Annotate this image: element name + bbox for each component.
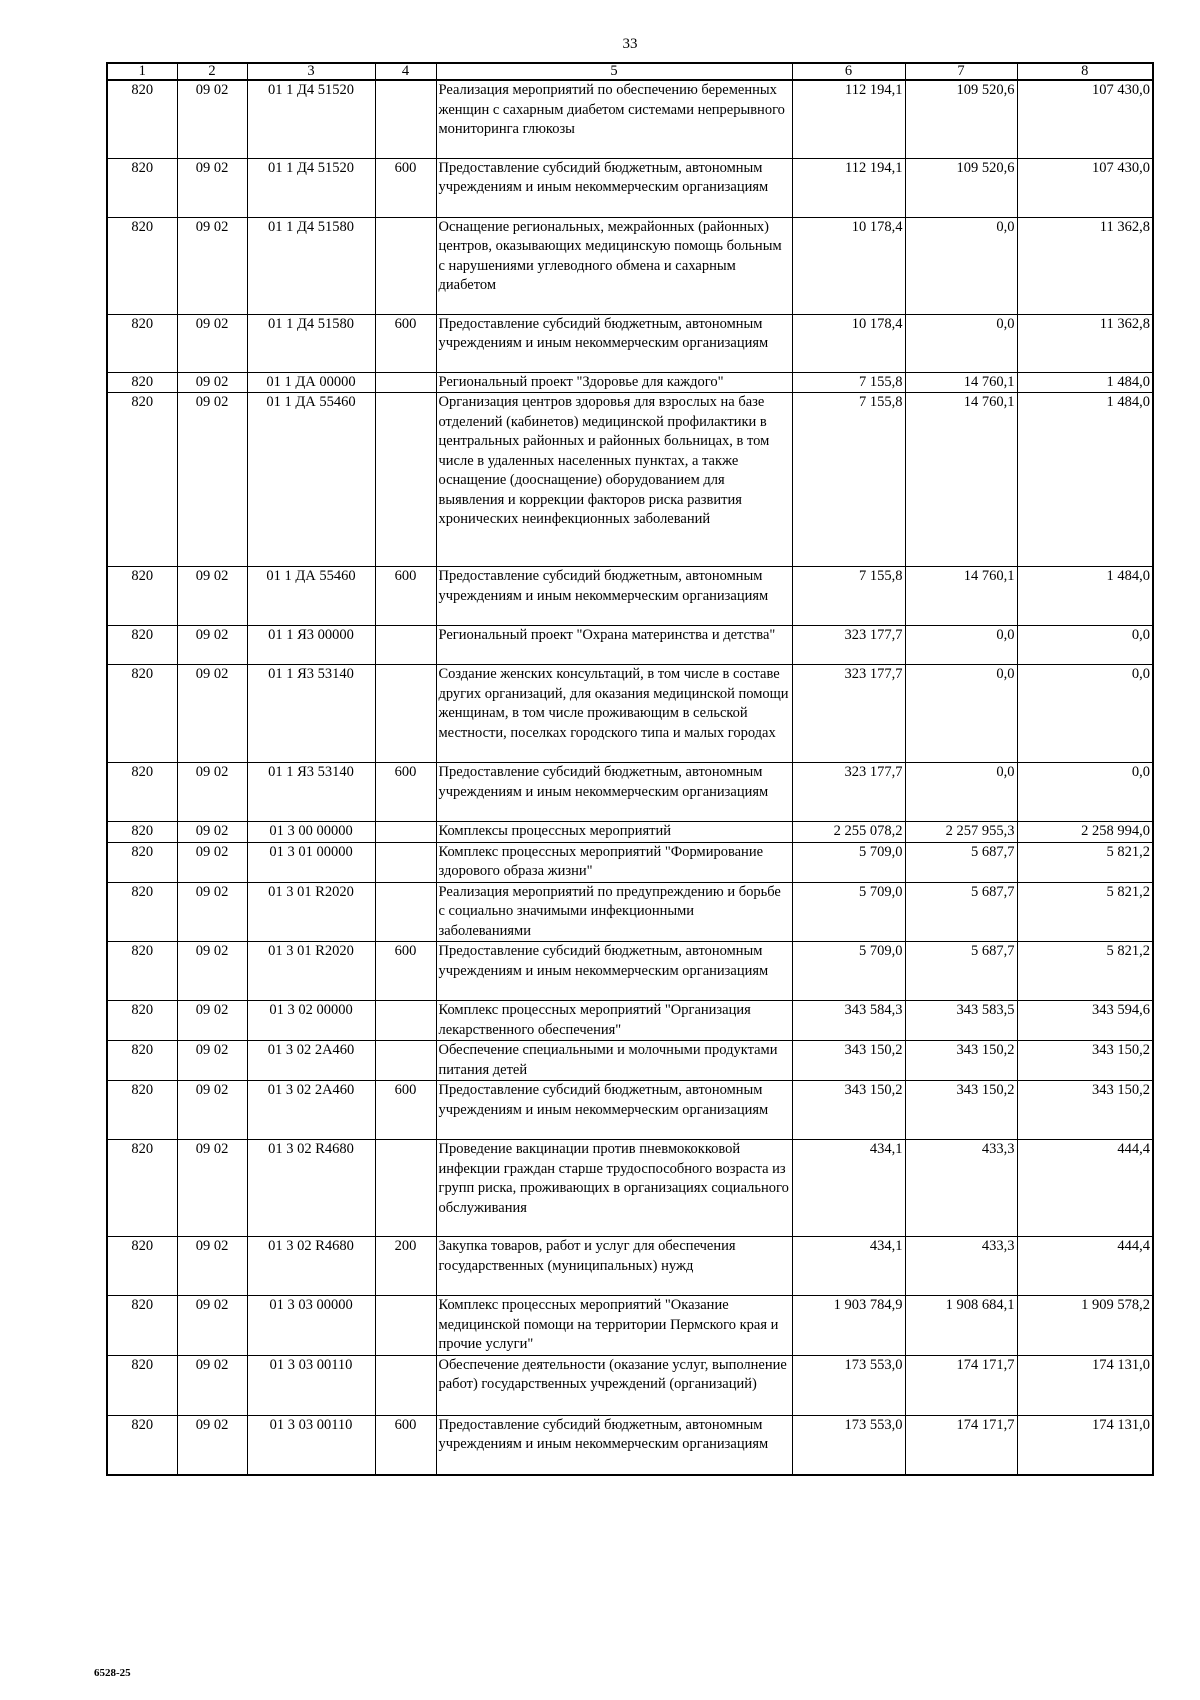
col-target-article: 01 3 03 00110 bbox=[247, 1355, 375, 1415]
col-target-article: 01 3 03 00110 bbox=[247, 1415, 375, 1475]
col-target-article: 01 1 Д4 51520 bbox=[247, 158, 375, 217]
col-section: 09 02 bbox=[177, 217, 247, 314]
col-name: Предоставление субсидий бюджетным, автономным учреждениям и иным некоммерческим организациям bbox=[436, 942, 792, 1001]
col-name: Комплексы процессных мероприятий bbox=[436, 822, 792, 843]
col-target-article: 01 3 02 2А460 bbox=[247, 1081, 375, 1140]
header-row bbox=[107, 63, 1153, 80]
col-year-1: 7 155,8 bbox=[792, 567, 905, 626]
col-section: 09 02 bbox=[177, 1140, 247, 1237]
col-department: 820 bbox=[107, 882, 177, 942]
header-col-year-2: 7 bbox=[905, 63, 1017, 80]
col-year-3: 2 258 994,0 bbox=[1017, 822, 1153, 843]
col-name: Предоставление субсидий бюджетным, автономным учреждениям и иным некоммерческим организациям bbox=[436, 763, 792, 822]
col-target-article: 01 3 02 R4680 bbox=[247, 1237, 375, 1296]
col-expense-type bbox=[375, 393, 436, 567]
col-expense-type bbox=[375, 882, 436, 942]
table-row bbox=[107, 942, 1153, 1001]
table-row bbox=[107, 314, 1153, 372]
col-expense-type: 600 bbox=[375, 1081, 436, 1140]
col-name: Предоставление субсидий бюджетным, автономным учреждениям и иным некоммерческим организациям bbox=[436, 1415, 792, 1475]
col-department: 820 bbox=[107, 942, 177, 1001]
col-year-2: 109 520,6 bbox=[905, 80, 1017, 158]
col-department: 820 bbox=[107, 1415, 177, 1475]
col-name: Предоставление субсидий бюджетным, автономным учреждениям и иным некоммерческим организациям bbox=[436, 567, 792, 626]
col-department: 820 bbox=[107, 1041, 177, 1081]
col-year-3: 0,0 bbox=[1017, 626, 1153, 665]
col-section: 09 02 bbox=[177, 665, 247, 763]
table-row bbox=[107, 882, 1153, 942]
col-year-2: 343 583,5 bbox=[905, 1001, 1017, 1041]
col-target-article: 01 3 00 00000 bbox=[247, 822, 375, 843]
col-year-2: 5 687,7 bbox=[905, 882, 1017, 942]
table-row bbox=[107, 80, 1153, 158]
table-row bbox=[107, 1296, 1153, 1356]
table-row bbox=[107, 1001, 1153, 1041]
col-year-2: 343 150,2 bbox=[905, 1081, 1017, 1140]
col-year-1: 5 709,0 bbox=[792, 842, 905, 882]
col-year-1: 323 177,7 bbox=[792, 626, 905, 665]
col-year-2: 2 257 955,3 bbox=[905, 822, 1017, 843]
col-name: Реализация мероприятий по обеспечению беременных женщин с сахарным диабетом системами непрерывного мониторинга глюкозы bbox=[436, 80, 792, 158]
table-row bbox=[107, 1237, 1153, 1296]
header-col-section: 2 bbox=[177, 63, 247, 80]
col-year-1: 1 903 784,9 bbox=[792, 1296, 905, 1356]
col-expense-type bbox=[375, 665, 436, 763]
col-year-1: 7 155,8 bbox=[792, 393, 905, 567]
col-section: 09 02 bbox=[177, 80, 247, 158]
col-name: Региональный проект "Охрана материнства и детства" bbox=[436, 626, 792, 665]
col-year-1: 343 584,3 bbox=[792, 1001, 905, 1041]
col-department: 820 bbox=[107, 314, 177, 372]
col-year-3: 343 150,2 bbox=[1017, 1081, 1153, 1140]
col-year-1: 343 150,2 bbox=[792, 1081, 905, 1140]
col-section: 09 02 bbox=[177, 942, 247, 1001]
page-number: 33 bbox=[622, 36, 638, 52]
header-col-department: 1 bbox=[107, 63, 177, 80]
col-department: 820 bbox=[107, 158, 177, 217]
col-target-article: 01 1 Я3 53140 bbox=[247, 763, 375, 822]
col-target-article: 01 3 02 R4680 bbox=[247, 1140, 375, 1237]
col-department: 820 bbox=[107, 763, 177, 822]
col-department: 820 bbox=[107, 1140, 177, 1237]
col-expense-type: 200 bbox=[375, 1237, 436, 1296]
table-row bbox=[107, 763, 1153, 822]
col-year-3: 5 821,2 bbox=[1017, 882, 1153, 942]
col-year-2: 109 520,6 bbox=[905, 158, 1017, 217]
col-year-3: 5 821,2 bbox=[1017, 842, 1153, 882]
col-year-2: 14 760,1 bbox=[905, 372, 1017, 393]
col-name: Закупка товаров, работ и услуг для обеспечения государственных (муниципальных) нужд bbox=[436, 1237, 792, 1296]
table-row bbox=[107, 393, 1153, 567]
header-col-year-1: 6 bbox=[792, 63, 905, 80]
col-target-article: 01 1 Д4 51580 bbox=[247, 314, 375, 372]
col-expense-type bbox=[375, 1041, 436, 1081]
col-target-article: 01 3 01 00000 bbox=[247, 842, 375, 882]
col-year-1: 2 255 078,2 bbox=[792, 822, 905, 843]
col-year-1: 434,1 bbox=[792, 1140, 905, 1237]
header-col-name: 5 bbox=[436, 63, 792, 80]
col-target-article: 01 3 02 00000 bbox=[247, 1001, 375, 1041]
col-expense-type bbox=[375, 1001, 436, 1041]
col-year-2: 0,0 bbox=[905, 314, 1017, 372]
col-name: Региональный проект "Здоровье для каждого" bbox=[436, 372, 792, 393]
col-year-3: 1 484,0 bbox=[1017, 393, 1153, 567]
col-year-2: 0,0 bbox=[905, 217, 1017, 314]
col-expense-type: 600 bbox=[375, 1415, 436, 1475]
col-section: 09 02 bbox=[177, 158, 247, 217]
col-target-article: 01 1 Я3 00000 bbox=[247, 626, 375, 665]
col-section: 09 02 bbox=[177, 1237, 247, 1296]
col-year-2: 343 150,2 bbox=[905, 1041, 1017, 1081]
col-expense-type bbox=[375, 842, 436, 882]
table-row bbox=[107, 567, 1153, 626]
col-name: Обеспечение специальными и молочными продуктами питания детей bbox=[436, 1041, 792, 1081]
col-year-3: 11 362,8 bbox=[1017, 217, 1153, 314]
col-expense-type: 600 bbox=[375, 567, 436, 626]
col-year-3: 1 909 578,2 bbox=[1017, 1296, 1153, 1356]
col-department: 820 bbox=[107, 372, 177, 393]
col-name: Проведение вакцинации против пневмококковой инфекции граждан старше трудоспособного возраста из групп риска, проживающих в организациях социального обслуживания bbox=[436, 1140, 792, 1237]
col-year-1: 173 553,0 bbox=[792, 1415, 905, 1475]
col-section: 09 02 bbox=[177, 1041, 247, 1081]
col-target-article: 01 1 ДА 00000 bbox=[247, 372, 375, 393]
col-target-article: 01 3 01 R2020 bbox=[247, 882, 375, 942]
col-year-2: 14 760,1 bbox=[905, 567, 1017, 626]
col-department: 820 bbox=[107, 1237, 177, 1296]
col-expense-type bbox=[375, 1355, 436, 1415]
col-year-2: 174 171,7 bbox=[905, 1355, 1017, 1415]
col-name: Комплекс процессных мероприятий "Формирование здорового образа жизни" bbox=[436, 842, 792, 882]
col-year-1: 112 194,1 bbox=[792, 158, 905, 217]
col-year-2: 0,0 bbox=[905, 665, 1017, 763]
col-section: 09 02 bbox=[177, 1355, 247, 1415]
col-expense-type bbox=[375, 1140, 436, 1237]
col-expense-type bbox=[375, 372, 436, 393]
col-target-article: 01 3 02 2А460 bbox=[247, 1041, 375, 1081]
col-year-3: 107 430,0 bbox=[1017, 80, 1153, 158]
col-name: Предоставление субсидий бюджетным, автономным учреждениям и иным некоммерческим организациям bbox=[436, 1081, 792, 1140]
col-target-article: 01 3 01 R2020 bbox=[247, 942, 375, 1001]
col-department: 820 bbox=[107, 822, 177, 843]
col-name: Создание женских консультаций, в том числе в составе других организаций, для оказания медицинской помощи женщинам, в том числе проживающим в сельской местности, поселках городского типа и малых городах bbox=[436, 665, 792, 763]
col-name: Комплекс процессных мероприятий "Организация лекарственного обеспечения" bbox=[436, 1001, 792, 1041]
document-code: 6528-25 bbox=[94, 1667, 131, 1679]
col-expense-type bbox=[375, 822, 436, 843]
col-name: Предоставление субсидий бюджетным, автономным учреждениям и иным некоммерческим организациям bbox=[436, 314, 792, 372]
col-year-3: 174 131,0 bbox=[1017, 1415, 1153, 1475]
col-year-1: 434,1 bbox=[792, 1237, 905, 1296]
col-year-3: 444,4 bbox=[1017, 1140, 1153, 1237]
col-year-1: 323 177,7 bbox=[792, 665, 905, 763]
col-year-2: 14 760,1 bbox=[905, 393, 1017, 567]
table-row bbox=[107, 822, 1153, 843]
col-target-article: 01 1 ДА 55460 bbox=[247, 567, 375, 626]
col-department: 820 bbox=[107, 842, 177, 882]
table-row bbox=[107, 372, 1153, 393]
col-target-article: 01 1 Д4 51520 bbox=[247, 80, 375, 158]
col-expense-type: 600 bbox=[375, 314, 436, 372]
table-row bbox=[107, 1041, 1153, 1081]
col-expense-type: 600 bbox=[375, 158, 436, 217]
col-year-1: 5 709,0 bbox=[792, 942, 905, 1001]
col-year-1: 10 178,4 bbox=[792, 314, 905, 372]
col-year-1: 112 194,1 bbox=[792, 80, 905, 158]
table-row bbox=[107, 1415, 1153, 1475]
col-name: Реализация мероприятий по предупреждению и борьбе с социально значимыми инфекционными заболеваниями bbox=[436, 882, 792, 942]
table-row bbox=[107, 1355, 1153, 1415]
col-section: 09 02 bbox=[177, 626, 247, 665]
table-row bbox=[107, 626, 1153, 665]
col-section: 09 02 bbox=[177, 567, 247, 626]
col-year-3: 444,4 bbox=[1017, 1237, 1153, 1296]
col-expense-type bbox=[375, 80, 436, 158]
col-expense-type bbox=[375, 1296, 436, 1356]
col-department: 820 bbox=[107, 393, 177, 567]
col-department: 820 bbox=[107, 567, 177, 626]
col-expense-type: 600 bbox=[375, 942, 436, 1001]
col-year-2: 174 171,7 bbox=[905, 1415, 1017, 1475]
col-year-3: 5 821,2 bbox=[1017, 942, 1153, 1001]
col-department: 820 bbox=[107, 1081, 177, 1140]
col-name: Организация центров здоровья для взрослых на базе отделений (кабинетов) медицинской профилактики в центральных районных и районных больницах, в том числе в удаленных населенных пунктах, а также оснащение (дооснащение) оборудованием для выявления и коррекции факторов риска развития хронических неинфекционных заболеваний bbox=[436, 393, 792, 567]
col-name: Оснащение региональных, межрайонных (районных) центров, оказывающих медицинскую помощь больным с нарушениями углеводного обмена и сахарным диабетом bbox=[436, 217, 792, 314]
table-row bbox=[107, 842, 1153, 882]
table-row bbox=[107, 1140, 1153, 1237]
col-expense-type bbox=[375, 626, 436, 665]
table-row bbox=[107, 217, 1153, 314]
col-section: 09 02 bbox=[177, 842, 247, 882]
col-year-3: 0,0 bbox=[1017, 665, 1153, 763]
col-department: 820 bbox=[107, 217, 177, 314]
col-section: 09 02 bbox=[177, 1001, 247, 1041]
col-name: Обеспечение деятельности (оказание услуг, выполнение работ) государственных учреждений (организаций) bbox=[436, 1355, 792, 1415]
col-target-article: 01 3 03 00000 bbox=[247, 1296, 375, 1356]
table-row bbox=[107, 665, 1153, 763]
col-year-3: 1 484,0 bbox=[1017, 567, 1153, 626]
col-section: 09 02 bbox=[177, 763, 247, 822]
table-body bbox=[107, 80, 1153, 1475]
col-year-1: 5 709,0 bbox=[792, 882, 905, 942]
col-department: 820 bbox=[107, 1355, 177, 1415]
col-section: 09 02 bbox=[177, 314, 247, 372]
col-year-1: 323 177,7 bbox=[792, 763, 905, 822]
col-section: 09 02 bbox=[177, 1415, 247, 1475]
header-col-expense-type: 4 bbox=[375, 63, 436, 80]
col-name: Комплекс процессных мероприятий "Оказание медицинской помощи на территории Пермского края и прочие услуги" bbox=[436, 1296, 792, 1356]
col-section: 09 02 bbox=[177, 822, 247, 843]
col-department: 820 bbox=[107, 1296, 177, 1356]
col-target-article: 01 1 ДА 55460 bbox=[247, 393, 375, 567]
col-section: 09 02 bbox=[177, 1081, 247, 1140]
col-year-2: 433,3 bbox=[905, 1237, 1017, 1296]
col-year-1: 173 553,0 bbox=[792, 1355, 905, 1415]
budget-table bbox=[106, 62, 1154, 1476]
col-target-article: 01 1 Я3 53140 bbox=[247, 665, 375, 763]
col-department: 820 bbox=[107, 626, 177, 665]
col-department: 820 bbox=[107, 665, 177, 763]
col-year-3: 343 594,6 bbox=[1017, 1001, 1153, 1041]
col-year-2: 5 687,7 bbox=[905, 942, 1017, 1001]
col-year-1: 343 150,2 bbox=[792, 1041, 905, 1081]
col-section: 09 02 bbox=[177, 372, 247, 393]
col-expense-type: 600 bbox=[375, 763, 436, 822]
col-year-3: 174 131,0 bbox=[1017, 1355, 1153, 1415]
header-col-year-3: 8 bbox=[1017, 63, 1153, 80]
header-col-target-article: 3 bbox=[247, 63, 375, 80]
col-year-2: 433,3 bbox=[905, 1140, 1017, 1237]
col-year-3: 11 362,8 bbox=[1017, 314, 1153, 372]
col-year-2: 5 687,7 bbox=[905, 842, 1017, 882]
col-section: 09 02 bbox=[177, 393, 247, 567]
col-year-3: 1 484,0 bbox=[1017, 372, 1153, 393]
col-name: Предоставление субсидий бюджетным, автономным учреждениям и иным некоммерческим организациям bbox=[436, 158, 792, 217]
col-year-3: 0,0 bbox=[1017, 763, 1153, 822]
col-department: 820 bbox=[107, 1001, 177, 1041]
col-expense-type bbox=[375, 217, 436, 314]
col-year-2: 0,0 bbox=[905, 763, 1017, 822]
col-year-1: 10 178,4 bbox=[792, 217, 905, 314]
table-row bbox=[107, 158, 1153, 217]
col-target-article: 01 1 Д4 51580 bbox=[247, 217, 375, 314]
col-department: 820 bbox=[107, 80, 177, 158]
col-section: 09 02 bbox=[177, 882, 247, 942]
col-section: 09 02 bbox=[177, 1296, 247, 1356]
table-row bbox=[107, 1081, 1153, 1140]
col-year-2: 0,0 bbox=[905, 626, 1017, 665]
col-year-1: 7 155,8 bbox=[792, 372, 905, 393]
col-year-2: 1 908 684,1 bbox=[905, 1296, 1017, 1356]
col-year-3: 343 150,2 bbox=[1017, 1041, 1153, 1081]
col-year-3: 107 430,0 bbox=[1017, 158, 1153, 217]
